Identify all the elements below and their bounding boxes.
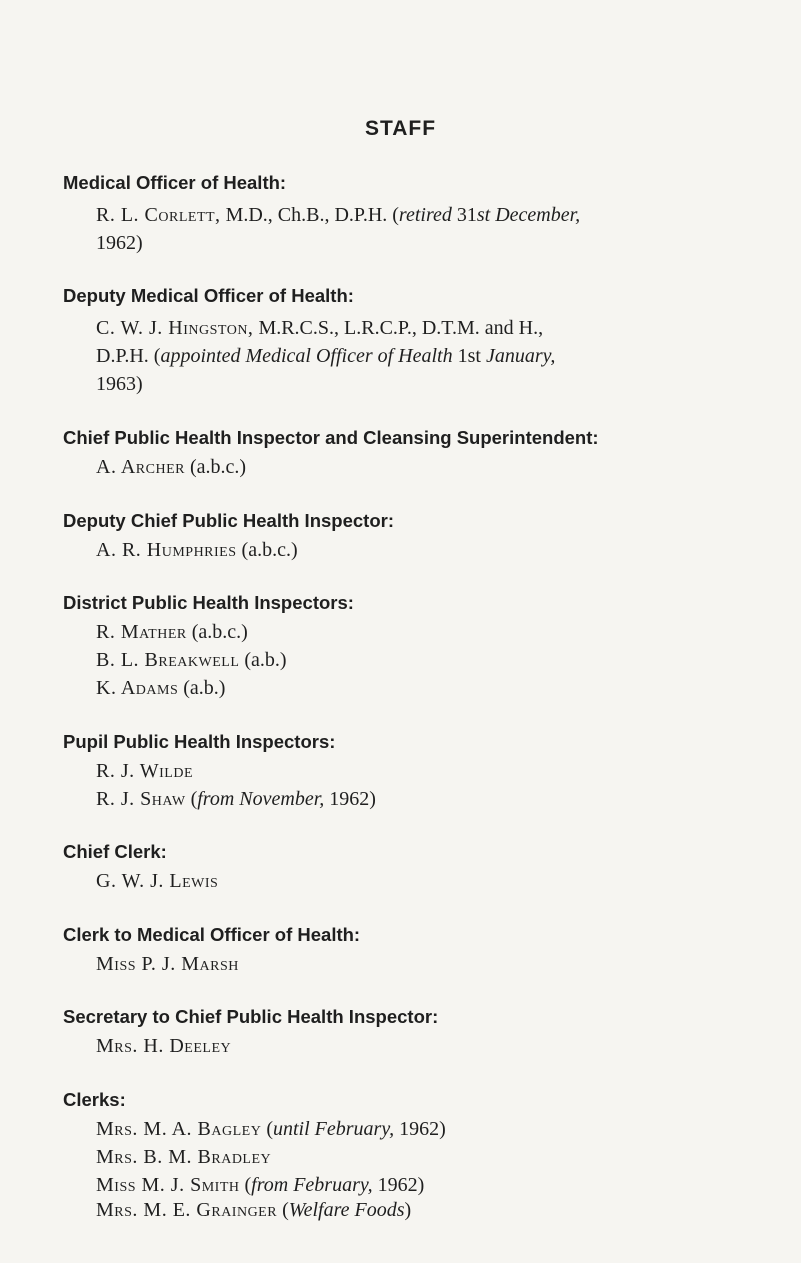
clerk-entry	[96, 1118, 446, 1141]
deputy-chief-phi-entry	[96, 539, 298, 562]
clerk-note: from February,	[251, 1174, 373, 1196]
clerk-moh-entry	[96, 953, 239, 976]
heading-chief-phi: Chief Public Health Inspector and Cleansing Superintendent:	[63, 427, 599, 448]
page-title: STAFF	[364, 117, 437, 140]
district-phi-quals: (a.b.)	[178, 677, 226, 699]
moh-entry	[96, 201, 736, 257]
heading-secretary: Secretary to Chief Public Health Inspector:	[63, 1006, 439, 1027]
paren-open: (	[239, 1174, 252, 1196]
clerk-name: Miss M. J. Smith	[96, 1174, 240, 1196]
pupil-phi-entry	[96, 760, 193, 783]
moh-note2: 31	[451, 204, 477, 226]
moh-name: R. L. Corlett,	[96, 204, 221, 226]
deputy-moh-note: appointed Medical Officer of Health	[160, 345, 453, 367]
deputy-moh-note2: 1st	[452, 345, 486, 367]
chief-clerk-entry	[96, 870, 218, 893]
clerk-moh-name: Miss P. J. Marsh	[96, 953, 239, 975]
paren-close: 1962)	[372, 1174, 425, 1196]
district-phi-entry	[96, 621, 248, 644]
deputy-chief-phi-quals: (a.b.c.)	[236, 539, 298, 561]
chief-phi-name: A. Archer	[96, 456, 185, 478]
paren-close: 1962)	[394, 1118, 446, 1140]
deputy-moh-entry	[96, 314, 736, 398]
district-phi-name: B. L. Breakwell	[96, 649, 240, 671]
clerk-entry	[96, 1146, 271, 1169]
heading-deputy-moh: Deputy Medical Officer of Health:	[63, 285, 354, 306]
heading-chief-clerk: Chief Clerk:	[63, 841, 167, 862]
paren-close: )	[404, 1199, 412, 1221]
secretary-entry	[96, 1035, 231, 1058]
pupil-phi-name: R. J. Wilde	[96, 760, 194, 782]
heading-clerk-moh: Clerk to Medical Officer of Health:	[63, 924, 361, 945]
deputy-moh-quals1: M.R.C.S., L.R.C.P., D.T.M. and H.,	[253, 317, 544, 339]
heading-pupil-phi: Pupil Public Health Inspectors:	[63, 731, 336, 752]
paren-close: 1962)	[324, 788, 376, 810]
deputy-moh-year: 1963)	[96, 373, 143, 395]
heading-deputy-chief-phi: Deputy Chief Public Health Inspector:	[63, 510, 394, 531]
moh-quals: M.D., Ch.B., D.P.H. (	[220, 204, 399, 226]
district-phi-name: K. Adams	[96, 677, 179, 699]
paren-open: (	[277, 1199, 289, 1221]
pupil-phi-note: from November,	[197, 788, 325, 810]
deputy-moh-name: C. W. J. Hingston,	[96, 317, 254, 339]
moh-note: retired	[398, 204, 452, 226]
chief-phi-quals: (a.b.c.)	[184, 456, 247, 478]
deputy-moh-quals2: D.P.H. (	[96, 345, 161, 367]
clerk-name: Mrs. M. A. Bagley	[96, 1118, 262, 1140]
clerk-note: until February,	[272, 1118, 395, 1140]
deputy-moh-note3: January,	[485, 345, 556, 367]
chief-clerk-name: G. W. J. Lewis	[96, 870, 219, 892]
deputy-chief-phi-name: A. R. Humphries	[96, 539, 237, 561]
heading-district-phi: District Public Health Inspectors:	[63, 592, 354, 613]
clerk-note: Welfare Foods	[288, 1199, 405, 1221]
pupil-phi-name: R. J. Shaw	[96, 788, 186, 810]
district-phi-name: R. Mather	[96, 621, 187, 643]
district-phi-entry	[96, 677, 225, 700]
clerk-entry	[96, 1174, 424, 1197]
secretary-name: Mrs. H. Deeley	[96, 1035, 232, 1057]
chief-phi-entry	[96, 456, 246, 479]
paren-open: (	[261, 1118, 273, 1140]
clerk-name: Mrs. B. M. Bradley	[96, 1146, 272, 1168]
moh-note3: December,	[490, 204, 581, 226]
clerk-name: Mrs. M. E. Grainger	[96, 1199, 278, 1221]
paren-open: (	[185, 788, 198, 810]
district-phi-entry	[96, 649, 287, 672]
district-phi-quals: (a.b.)	[239, 649, 287, 671]
pupil-phi-entry	[96, 788, 376, 811]
heading-clerks: Clerks:	[63, 1089, 126, 1110]
moh-year: 1962)	[96, 232, 143, 254]
district-phi-quals: (a.b.c.)	[186, 621, 248, 643]
moh-note-sup: st	[476, 204, 491, 226]
heading-moh: Medical Officer of Health:	[63, 172, 287, 193]
clerk-entry	[96, 1199, 411, 1222]
